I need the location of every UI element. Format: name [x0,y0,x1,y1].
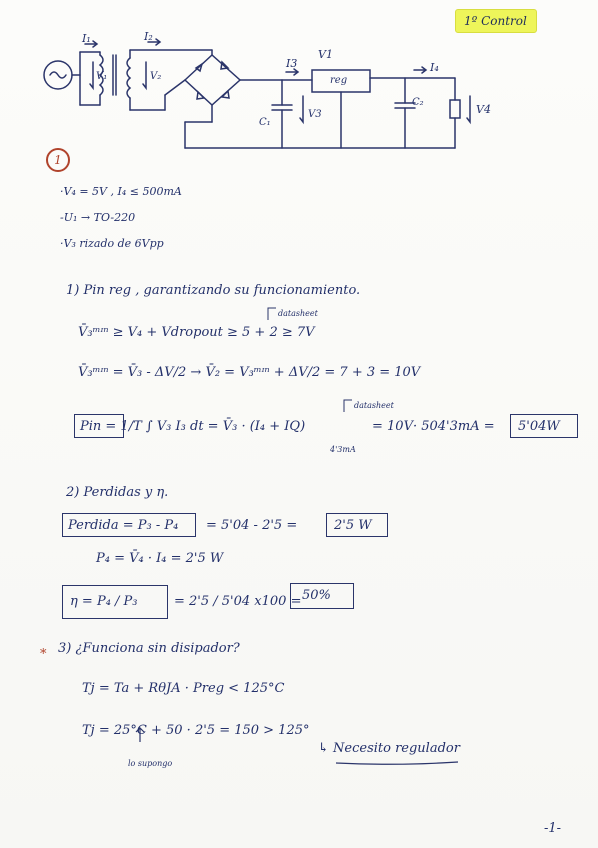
q3-line2: Tj = 25°C + 50 · 2'5 = 150 > 125° [82,723,310,738]
label-i3: I3 [286,57,298,70]
label-c2: C₂ [412,97,424,108]
transformer-secondary [127,58,130,98]
label-v1-reg: V1 [318,48,333,61]
q1-line3-left: Pin = 1/T ∫ V₃ I₃ dt = V̄₃ · (I₄ + IQ) [80,419,306,434]
ac-sine-icon [50,72,66,78]
label-v1-src: V₁ [96,71,108,82]
spec-item: ·V₃ rizado de 6Vpp [60,237,164,250]
q3-line1: Tj = Ta + RθJA · Preg < 125°C [82,681,285,696]
label-i4: I₄ [430,61,439,74]
label-v4: V4 [476,103,491,116]
q3-title: 3) ¿Funciona sin disipador? [58,641,240,656]
q1-title: 1) Pin reg , garantizando su funcionamiento. [66,283,361,298]
q3-note-bottom: lo supongo [128,759,173,768]
label-c1: C₁ [259,117,271,128]
label-reg: reg [330,75,348,86]
q2-line2: P₄ = V̄₄ · I₄ = 2'5 W [96,551,224,566]
q1-line1: V̄₃ᵐᶦⁿ ≥ V₄ + Vdropout ≥ 5 + 2 ≥ 7V [78,325,315,340]
i4-arrow-icon [414,67,426,73]
section-number-badge: 1 [46,148,70,172]
q2-eta-mid: = 2'5 / 5'04 x100 = [174,594,302,609]
bridge-rectifier [185,55,240,105]
q1-datasheet-note2: datasheet [354,401,394,410]
q3-star-icon: * [40,647,47,662]
spec-item: -U₁ → TO-220 [60,211,136,224]
v1-arrow-icon [90,62,93,88]
control-label: 1º Control [464,14,527,28]
q2-line1-mid: = 5'04 - 2'5 = [206,518,298,533]
datasheet-arrows [268,308,352,412]
label-i2: I₂ [144,30,153,43]
q1-iq-value: 4'3mA [330,445,356,454]
label-v3: V3 [308,109,322,120]
q3-note-right: ↳ Necesito regulador [318,741,460,756]
page-number: -1- [544,821,562,836]
q1-line2: V̄₃ᵐᶦⁿ = V̄₃ - ΔV/2 → V̄₂ = V₃ᵐᶦⁿ + ΔV/2 = 7 + 3 = 10V [78,365,421,380]
label-v2: V₂ [150,71,162,82]
spec-item: ·V₄ = 5V , I₄ ≤ 500mA [60,185,182,198]
q2-eta-left: η = P₄ / P₃ [70,594,138,609]
q1-line3-right: = 10V· 504'3mA = [372,419,495,434]
q1-datasheet-note: datasheet [278,309,318,318]
q2-line1-left: Perdida = P₃ - P₄ [68,518,179,533]
v3-arrow-icon [300,96,303,122]
q2-eta-result: 50% [302,588,331,603]
load-resistor [450,100,460,118]
q2-line1-result: 2'5 W [334,518,372,533]
q2-title: 2) Perdidas y η. [66,485,169,500]
label-i1: I₁ [82,32,91,45]
v2-arrow-icon [143,62,146,88]
v4-arrow-icon [467,96,470,122]
note-underline [336,762,458,764]
q1-line3-result: 5'04W [518,419,560,434]
